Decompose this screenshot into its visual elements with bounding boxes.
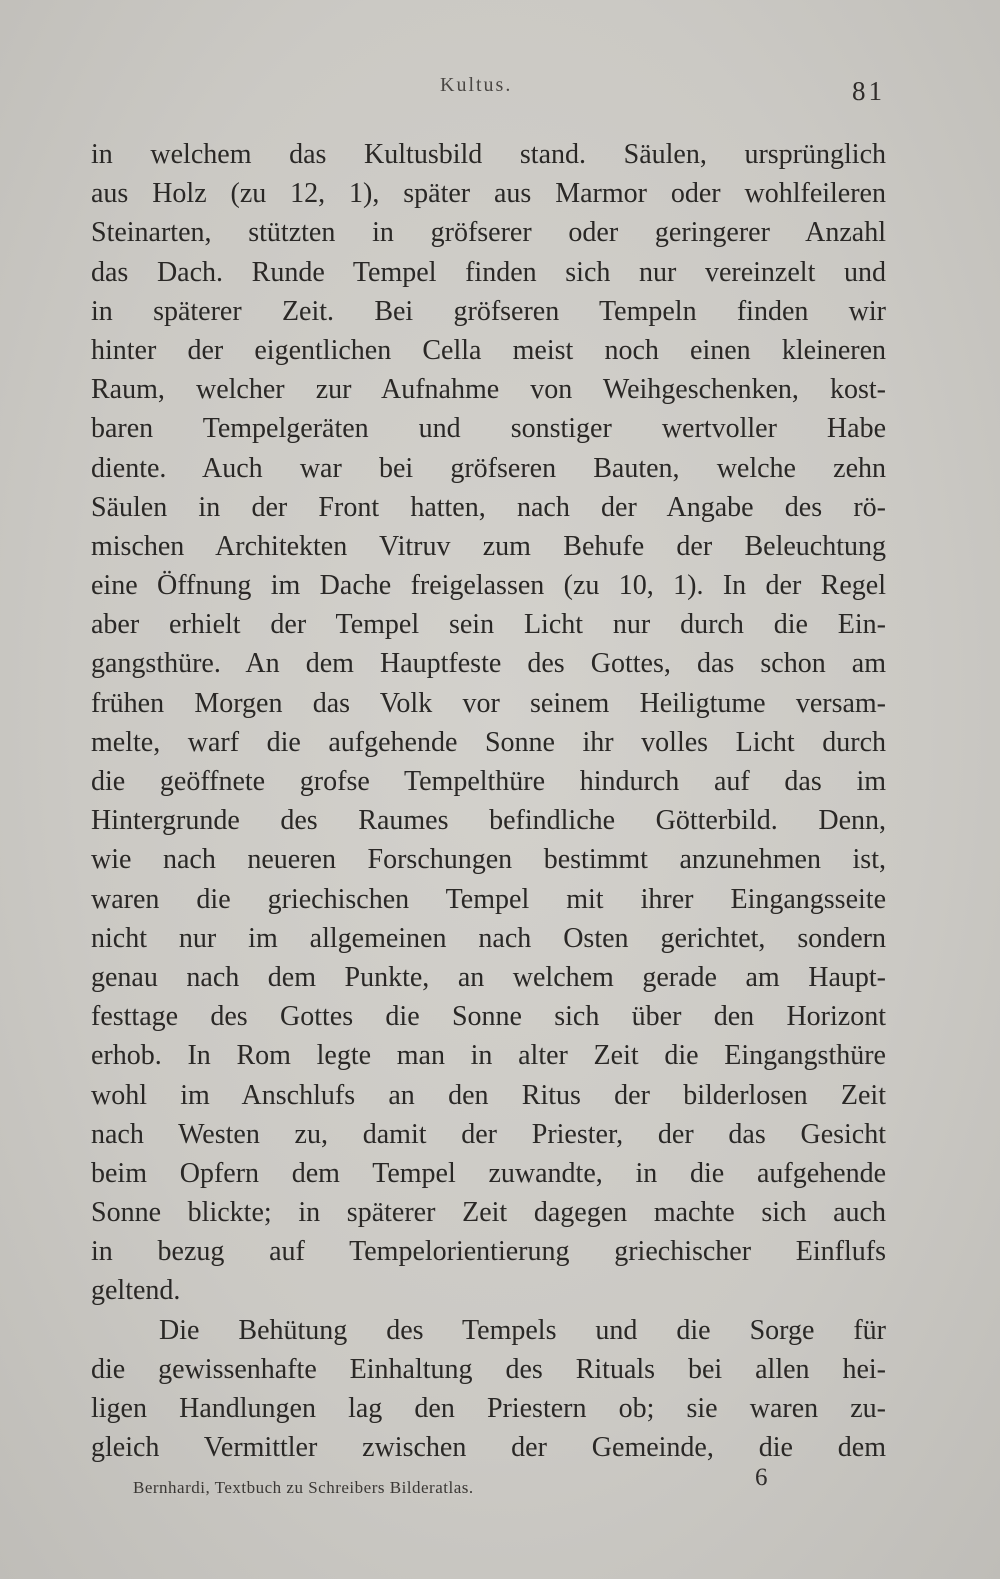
text-line: Hintergrunde des Raumes befindliche Götterbild. Denn, (91, 805, 886, 837)
text-line: in bezug auf Tempelorientierung griechischer Einflufs (91, 1236, 886, 1268)
text-line: die geöffnete grofse Tempelthüre hindurch auf das im (91, 766, 886, 797)
running-head (0, 74, 1000, 104)
text-line: aber erhielt der Tempel sein Licht nur durch die Ein- (91, 609, 886, 641)
text-line: ligen Handlungen lag den Priestern ob; sie waren zu- (91, 1393, 886, 1424)
text-line: diente. Auch war bei gröfseren Bauten, welche zehn (91, 452, 886, 484)
signature-number: 6 (755, 1464, 768, 1491)
running-title: Kultus. (440, 74, 513, 96)
text-line: festtage des Gottes die Sonne sich über den Horizont (91, 1001, 886, 1033)
text-line: Raum, welcher zur Aufnahme von Weihgeschenken, kost- (91, 374, 886, 406)
text-line: waren die griechischen Tempel mit ihrer Eingangsseite (91, 883, 886, 915)
text-line: melte, warf die aufgehende Sonne ihr volles Licht durch (91, 726, 886, 758)
text-line: genau nach dem Punkte, an welchem gerade am Haupt- (91, 961, 886, 993)
text-line: nicht nur im allgemeinen nach Osten gerichtet, sondern (91, 922, 886, 954)
page-footer (0, 1464, 1000, 1504)
text-line: wohl im Anschlufs an den Ritus der bilderlosen Zeit (91, 1079, 886, 1111)
text-line: aus Holz (zu 12, 1), später aus Marmor oder wohlfeileren (91, 178, 886, 210)
text-line: frühen Morgen das Volk vor seinem Heiligtume versam- (91, 687, 886, 719)
text-line: baren Tempelgeräten und sonstiger wertvoller Habe (91, 413, 886, 445)
text-line: nach Westen zu, damit der Priester, der das Gesicht (91, 1118, 886, 1150)
paragraph-start-line: Die Behütung des Tempels und die Sorge für (159, 1314, 886, 1346)
text-line: in späterer Zeit. Bei gröfseren Tempeln finden wir (91, 295, 886, 327)
text-line: Steinarten, stützten in gröfserer oder geringerer Anzahl (91, 217, 886, 249)
text-line: hinter der eigentlichen Cella meist noch einen kleineren (91, 334, 886, 366)
paragraph-end-line: geltend. (91, 1275, 181, 1307)
text-line: wie nach neueren Forschungen bestimmt anzunehmen ist, (91, 844, 886, 876)
text-line: gleich Vermittler zwischen der Gemeinde, die dem (91, 1432, 886, 1464)
text-line: mischen Architekten Vitruv zum Behufe der Beleuchtung (91, 530, 886, 562)
text-line: in welchem das Kultusbild stand. Säulen, ursprünglich (91, 139, 886, 170)
text-line: beim Opfern dem Tempel zuwandte, in die aufgehende (91, 1157, 886, 1189)
signature-line: Bernhardi, Textbuch zu Schreibers Bilderatlas. (133, 1478, 474, 1497)
text-line: das Dach. Runde Tempel finden sich nur vereinzelt und (91, 256, 886, 288)
page-number: 81 (852, 76, 885, 106)
text-line: eine Öffnung im Dache freigelassen (zu 10, 1). In der Regel (91, 570, 886, 602)
text-line: die gewissenhafte Einhaltung des Rituals bei allen hei- (91, 1353, 886, 1385)
text-line: gangsthüre. An dem Hauptfeste des Gottes, das schon am (91, 648, 886, 680)
body-text (91, 135, 886, 1467)
text-line: Säulen in der Front hatten, nach der Angabe des rö- (91, 491, 886, 523)
text-line: erhob. In Rom legte man in alter Zeit die Eingangsthüre (91, 1040, 886, 1072)
text-line: Sonne blickte; in späterer Zeit dagegen machte sich auch (91, 1197, 886, 1229)
